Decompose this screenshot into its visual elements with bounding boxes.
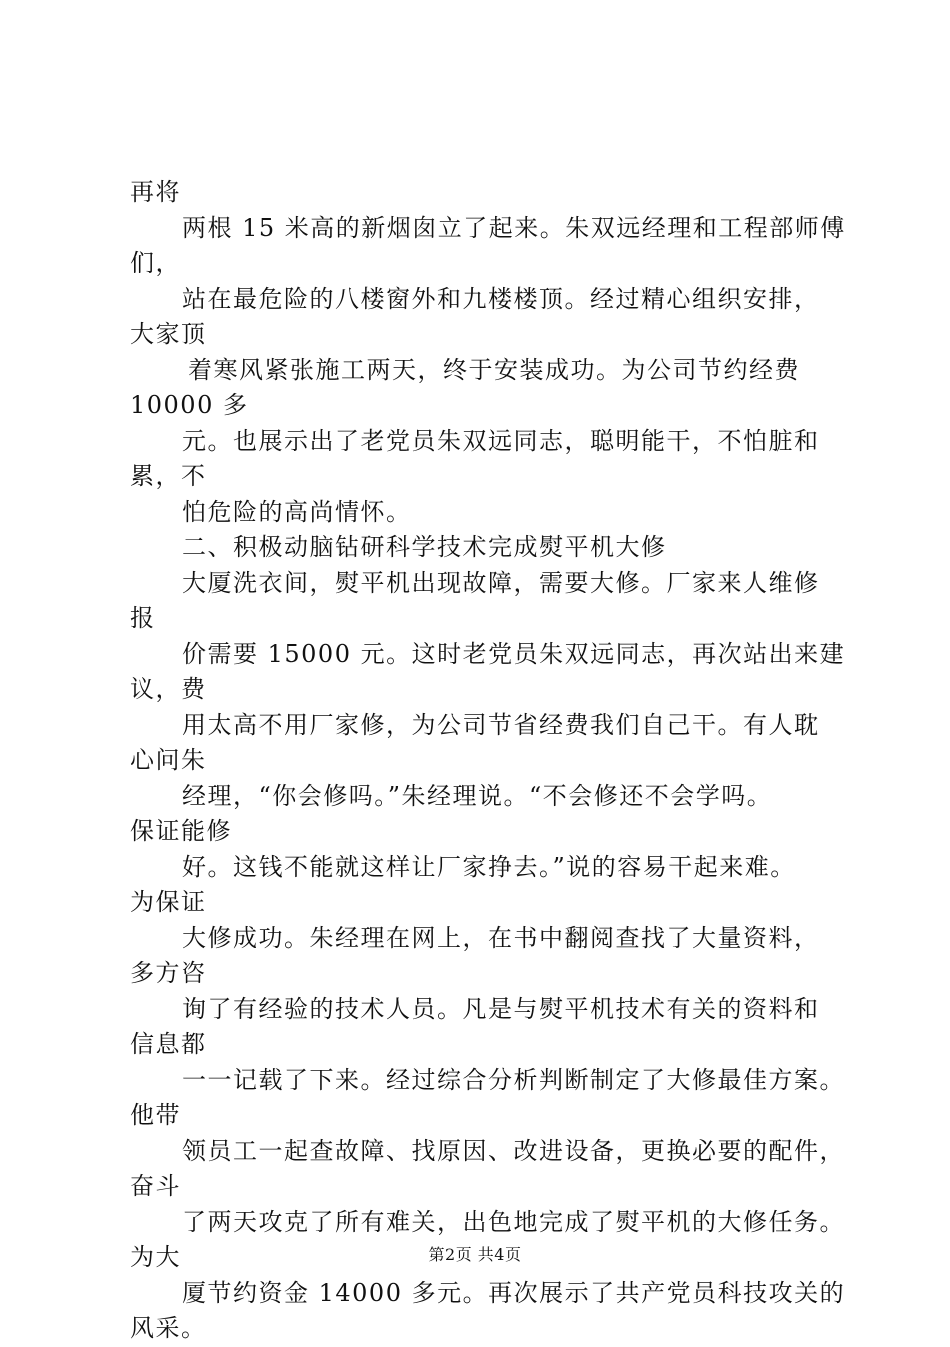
text-line: 风采。: [130, 1314, 207, 1342]
text-line: 再将: [130, 178, 181, 206]
text-line: 为保证: [130, 888, 207, 916]
text-line: 厦节约资金 14000 多元。再次展示了共产党员科技攻关的: [182, 1278, 846, 1307]
text-line: 心问朱: [130, 746, 207, 774]
text-line: 们，: [130, 249, 181, 277]
text-line: 10000 多: [130, 391, 249, 419]
text-line: 大家顶: [130, 320, 207, 348]
text-line: 经理，“你会修吗。”朱经理说。“不会修还不会学吗。: [182, 781, 773, 810]
text-line: 信息都: [130, 1030, 207, 1058]
text-line: 报: [130, 604, 156, 632]
text-line: 着寒风紧张施工两天，终于安装成功。为公司节约经费: [188, 355, 800, 384]
text-line: 价需要 15000 元。这时老党员朱双远同志，再次站出来建: [182, 639, 846, 668]
text-line: 议，费: [130, 675, 207, 703]
text-line: 两根 15 米高的新烟囱立了起来。朱双远经理和工程部师傅: [182, 213, 846, 242]
text-line: 保证能修: [130, 817, 232, 845]
text-line: 元。也展示出了老党员朱双远同志，聪明能干，不怕脏和: [182, 426, 820, 455]
page-footer: 第2页 共4页: [428, 1245, 522, 1264]
text-line: 用太高不用厂家修，为公司节省经费我们自己干。有人耽: [182, 710, 820, 739]
text-line: 了两天攻克了所有难关，出色地完成了熨平机的大修任务。: [182, 1207, 845, 1236]
text-line: 大修成功。朱经理在网上，在书中翻阅查找了大量资料，: [182, 923, 820, 952]
text-line: 领员工一起查故障、找原因、改进设备，更换必要的配件，: [182, 1136, 845, 1165]
document-body: [130, 175, 850, 1347]
text-line: 大厦洗衣间，熨平机出现故障，需要大修。厂家来人维修: [182, 568, 820, 597]
text-line: 站在最危险的八楼窗外和九楼楼顶。经过精心组织安排，: [182, 284, 820, 313]
text-line: 奋斗: [130, 1172, 181, 1200]
text-line: 累，不: [130, 462, 207, 490]
text-line: 一一记载了下来。经过综合分析判断制定了大修最佳方案。: [182, 1065, 845, 1094]
text-line: 询了有经验的技术人员。凡是与熨平机技术有关的资料和: [182, 994, 820, 1023]
text-line: 多方咨: [130, 959, 207, 987]
text-line: 好。这钱不能就这样让厂家挣去。”说的容易干起来难。: [182, 852, 796, 881]
text-line: 二、积极动脑钻研科学技术完成熨平机大修: [182, 533, 667, 561]
text-line: 他带: [130, 1101, 181, 1129]
text-line: 怕危险的高尚情怀。: [182, 497, 412, 526]
text-line: 为大: [130, 1243, 181, 1271]
